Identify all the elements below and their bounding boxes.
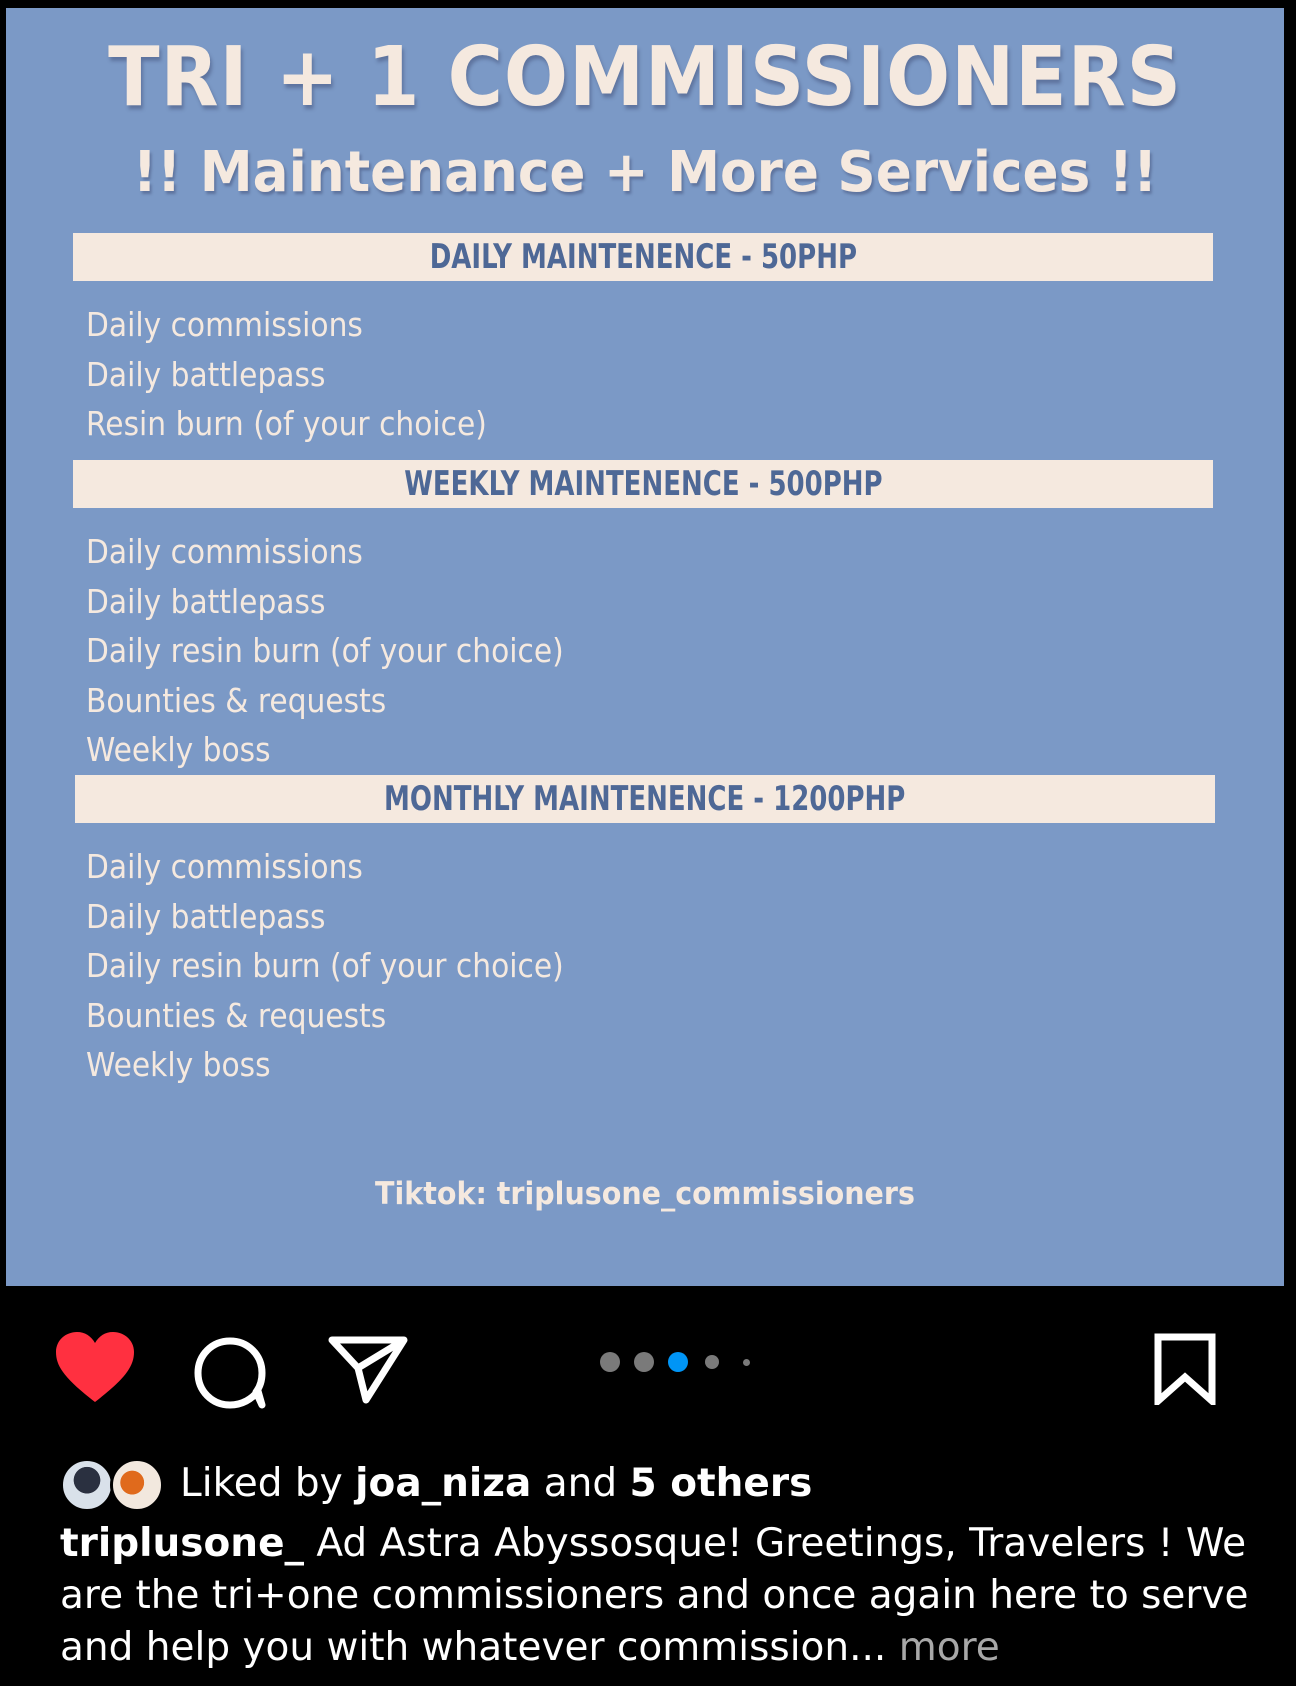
post-image[interactable]	[6, 8, 1284, 1286]
post-title: TRI + 1 COMMISSIONERS	[108, 30, 1182, 125]
list-item: Daily battlepass	[86, 896, 326, 936]
carousel-dot	[634, 1352, 654, 1372]
bookmark-icon[interactable]	[1152, 1333, 1218, 1405]
list-item: Daily resin burn (of your choice)	[86, 631, 564, 670]
carousel-dot	[705, 1355, 719, 1369]
carousel-dot	[743, 1359, 750, 1366]
section-list-daily	[86, 300, 531, 449]
liked-by-text	[180, 1456, 812, 1512]
section-list-weekly	[86, 527, 617, 775]
section-header-label: MONTHLY MAINTENENCE - 1200PHP	[384, 779, 906, 819]
paper-plane-icon[interactable]	[328, 1334, 408, 1404]
avatar[interactable]	[60, 1458, 114, 1512]
caption-text: Ad Astra Abyssosque! Greetings, Travelers ! We are the tri+one commissioners and once again here to serve and help you with whatever commission...	[60, 1521, 1249, 1670]
list-item: Daily battlepass	[86, 581, 326, 621]
list-item: Weekly boss	[86, 730, 271, 769]
section-header-label: WEEKLY MAINTENENCE - 500PHP	[403, 464, 883, 504]
liked-by-others[interactable]: 5 others	[629, 1461, 813, 1506]
section-header-monthly	[75, 775, 1215, 823]
section-header-daily	[73, 233, 1213, 281]
post-caption	[60, 1518, 1260, 1674]
list-item: Resin burn (of your choice)	[86, 404, 487, 443]
liked-by-row[interactable]	[60, 1456, 1260, 1512]
list-item: Bounties & requests	[86, 995, 387, 1035]
section-header-weekly	[73, 460, 1213, 508]
list-item: Weekly boss	[86, 1045, 271, 1084]
post-footer-tiktok: Tiktok: triplusone_commissioners	[375, 1176, 915, 1212]
section-header-label: DAILY MAINTENENCE - 50PHP	[429, 237, 857, 277]
heart-filled-icon[interactable]	[54, 1330, 136, 1406]
list-item: Daily commissions	[86, 305, 363, 344]
list-item: Daily resin burn (of your choice)	[86, 946, 564, 985]
list-item: Daily commissions	[86, 847, 363, 886]
list-item: Daily commissions	[86, 532, 363, 571]
post-subtitle: !! Maintenance + More Services !!	[132, 140, 1158, 205]
carousel-dot-active	[668, 1352, 688, 1372]
comment-icon[interactable]	[192, 1335, 272, 1409]
list-item: Daily battlepass	[86, 354, 326, 394]
liked-by-user[interactable]: joa_niza	[355, 1461, 532, 1506]
caption-username[interactable]: triplusone_	[60, 1521, 305, 1566]
avatar[interactable]	[110, 1458, 164, 1512]
liked-by-prefix: Liked by	[180, 1461, 343, 1506]
carousel-dot	[600, 1352, 620, 1372]
list-item: Bounties & requests	[86, 680, 387, 720]
section-list-monthly	[86, 842, 617, 1090]
liked-by-and: and	[543, 1461, 618, 1506]
caption-more-link[interactable]: more	[886, 1625, 1000, 1670]
